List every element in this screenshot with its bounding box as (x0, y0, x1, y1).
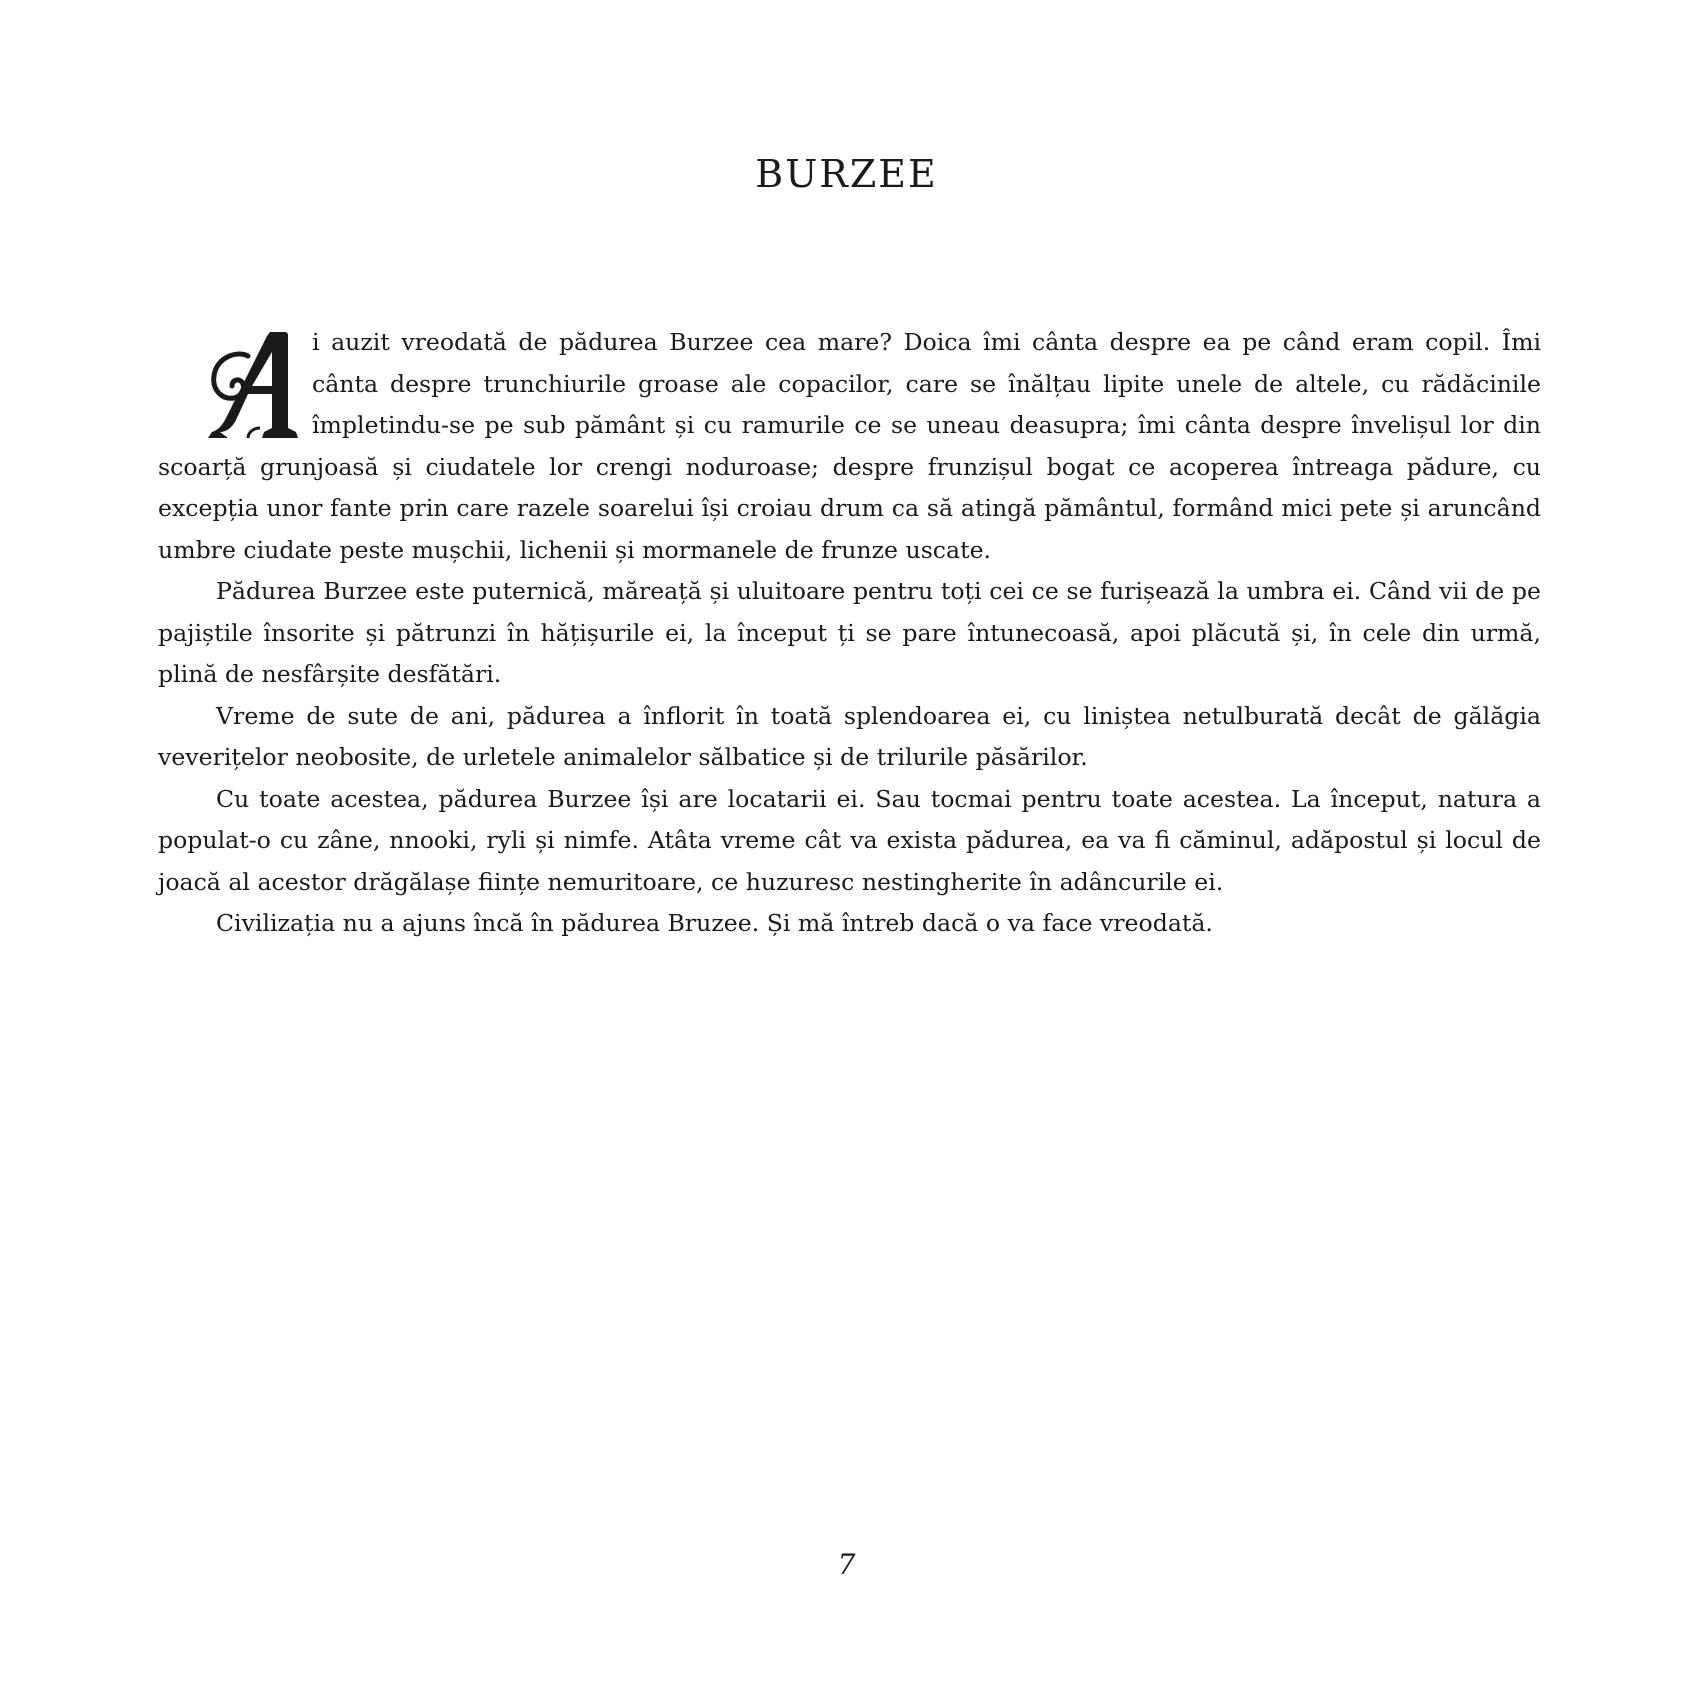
paragraph-1 (158, 322, 1541, 571)
paragraph-5: Civilizația nu a ajuns încă în pădurea Bruzee. Și mă întreb dacă o va face vreodată. (216, 909, 1213, 937)
paragraph-2: Pădurea Burzee este puternică, măreață și uluitoare pentru toți cei ce se furișează la umbra ei. Când vii de pe pajiștile însorite și pătrunzi în hățișurile ei, la început ți se pare întunecoasă, apoi plăcută și, în cele din urmă, plină de nesfârșite desfătări. (158, 577, 1541, 688)
dropcap-letter (208, 328, 304, 442)
page-number: 7 (837, 1548, 856, 1581)
chapter-title: BURZEE (755, 152, 938, 196)
chapter-body (158, 322, 1541, 945)
paragraph-3: Vreme de sute de ani, pădurea a înflorit în toată splendoarea ei, cu liniștea netulburată decât de gălăgia veverițelor neobosite, de urletele animalelor sălbatice și de trilurile păsărilor. (158, 701, 1541, 771)
ornamental-dropcap (208, 328, 304, 442)
paragraph-4: Cu toate acestea, pădurea Burzee își are locatarii ei. Sau tocmai pentru toate acestea. La început, natura a populat-o cu zâne, nnooki, ryli și nimfe. Atâta vreme cât va exista pădurea, ea va fi căminul, adăpostul și locul de joacă al acestor drăgălașe ființe nemuritoare, ce huzuresc nestingherite în adâncurile ei. (158, 784, 1541, 896)
paragraph-1-text: i auzit vreodată de pădurea Burzee cea mare? Doica îmi cânta despre ea pe când eram copil. Îmi cânta despre trunchiurile groase ale copacilor, care se înălțau lipite unele de altele, cu rădăcinile împletindu-se pe sub pământ și cu ramurile ce se uneau deasupra; îmi cânta despre învelișul lor din scoarță grunjoasă și ciudatele lor crengi noduroase; despre frunzișul bogat ce acoperea întreaga pădure, cu excepția unor fante prin care razele soarelui își croiau drum ca să atingă pământul, formând mici pete și aruncând umbre ciudate peste mușchii, lichenii și mormanele de frunze uscate. (158, 328, 1541, 564)
